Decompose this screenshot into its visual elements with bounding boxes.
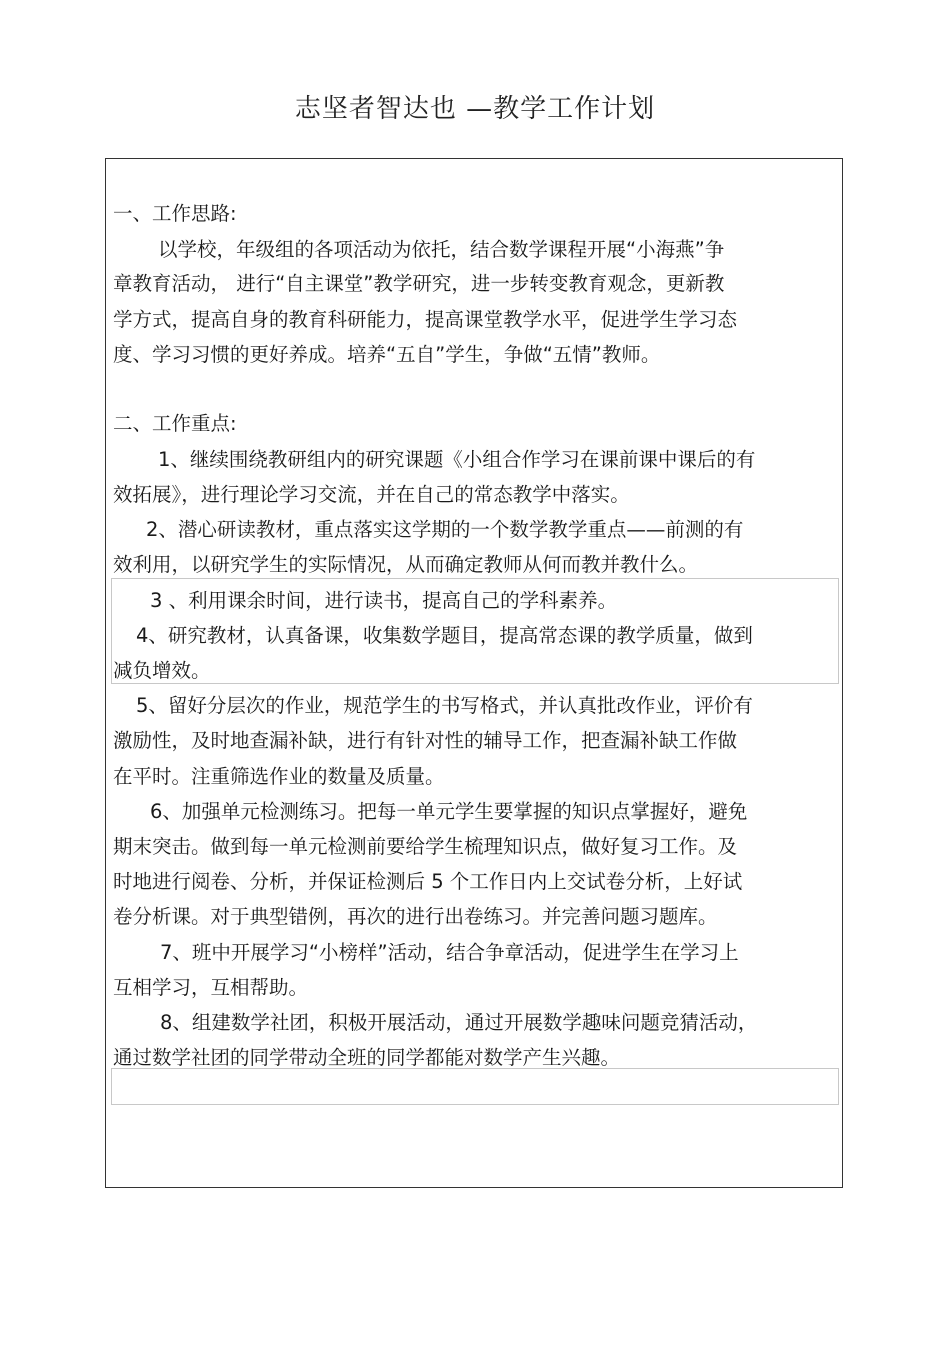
paragraph-line: 效利用，以研究学生的实际情况，从而确定教师从何而教并教什么。 <box>113 553 699 576</box>
paragraph-line: 3 、利用课余时间，进行读书，提高自己的学科素养。 <box>150 589 618 612</box>
paragraph-line: 期末突击。做到每一单元检测前要给学生梳理知识点，做好复习工作。及 <box>113 835 738 858</box>
paragraph-line: 8、组建数学社团，积极开展活动，通过开展数学趣味问题竞猜活动， <box>160 1011 758 1034</box>
paragraph-line: 效拓展》，进行理论学习交流，并在自己的常态教学中落实。 <box>113 483 630 506</box>
inner-box-empty <box>111 1068 839 1105</box>
document-title: 志坚者智达也 —教学工作计划 <box>294 94 656 124</box>
paragraph-line: 度、学习习惯的更好养成。培养“五自”学生，争做“五情”教师。 <box>113 343 661 366</box>
paragraph-line: 学方式，提高自身的教育科研能力，提高课堂教学水平，促进学生学习态 <box>113 308 738 331</box>
paragraph-line: 4、研究教材，认真备课，收集数学题目，提高常态课的教学质量，做到 <box>136 624 753 647</box>
paragraph-line: 在平时。注重筛选作业的数量及质量。 <box>113 765 445 788</box>
paragraph-line: 卷分析课。对于典型错例，再次的进行出卷练习。并完善问题习题库。 <box>113 905 718 928</box>
section-heading-2: 二、工作重点: <box>113 412 237 435</box>
paragraph-line: 以学校，年级组的各项活动为依托，结合数学课程开展“小海燕”争 <box>158 238 725 261</box>
section-heading-1: 一、工作思路: <box>113 202 237 225</box>
paragraph-line: 激励性，及时地查漏补缺，进行有针对性的辅导工作，把查漏补缺工作做 <box>113 729 738 752</box>
paragraph-line: 2、潜心研读教材，重点落实这学期的一个数学教学重点——前测的有 <box>146 518 744 541</box>
paragraph-line: 1、继续围绕教研组内的研究课题《小组合作学习在课前课中课后的有 <box>158 448 756 471</box>
paragraph-line: 7、班中开展学习“小榜样”活动，结合争章活动，促进学生在学习上 <box>160 941 739 964</box>
paragraph-line: 时地进行阅卷、分析，并保证检测后 5 个工作日内上交试卷分析，上好试 <box>113 870 743 893</box>
paragraph-line: 减负增效。 <box>113 659 211 682</box>
paragraph-line: 6、加强单元检测练习。把每一单元学生要掌握的知识点掌握好，避免 <box>150 800 748 823</box>
paragraph-line: 通过数学社团的同学带动全班的同学都能对数学产生兴趣。 <box>113 1046 621 1069</box>
paragraph-line: 章教育活动， 进行“自主课堂”教学研究，进一步转变教育观念，更新教 <box>113 272 725 295</box>
paragraph-line: 5、留好分层次的作业，规范学生的书写格式，并认真批改作业，评价有 <box>136 694 753 717</box>
paragraph-line: 互相学习，互相帮助。 <box>113 976 309 999</box>
